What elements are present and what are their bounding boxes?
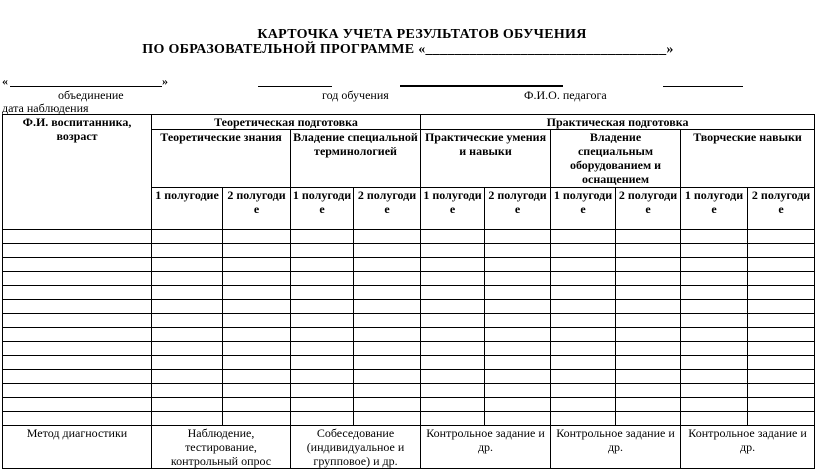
- table-cell[interactable]: [3, 370, 152, 384]
- association-label: объединение: [58, 88, 124, 102]
- table-cell[interactable]: [616, 412, 681, 426]
- sub-header-equipment: Владение специальным оборудованием и оснащением: [551, 130, 681, 188]
- table-cell[interactable]: [551, 398, 616, 412]
- table-cell[interactable]: [421, 286, 485, 300]
- table-cell[interactable]: [616, 370, 681, 384]
- table-cell[interactable]: [421, 328, 485, 342]
- table-cell[interactable]: [3, 244, 152, 258]
- table-cell[interactable]: [421, 258, 485, 272]
- table-cell[interactable]: [152, 286, 223, 300]
- table-cell[interactable]: [681, 412, 748, 426]
- table-cell[interactable]: [616, 300, 681, 314]
- table-cell[interactable]: [291, 244, 354, 258]
- table-cell[interactable]: [291, 370, 354, 384]
- table-cell[interactable]: [354, 398, 421, 412]
- table-cell[interactable]: [291, 412, 354, 426]
- table-row: [3, 314, 815, 328]
- table-cell[interactable]: [291, 342, 354, 356]
- table-cell[interactable]: [223, 286, 291, 300]
- sub-header-creative-skills: Творческие навыки: [681, 130, 815, 188]
- table-cell[interactable]: [291, 356, 354, 370]
- half-year-header: 1 полугоди е: [681, 188, 748, 230]
- table-cell[interactable]: [421, 300, 485, 314]
- table-cell[interactable]: [291, 314, 354, 328]
- table-cell[interactable]: [421, 342, 485, 356]
- table-cell[interactable]: [291, 272, 354, 286]
- table-cell[interactable]: [485, 412, 551, 426]
- table-cell[interactable]: [485, 328, 551, 342]
- method-cell: Наблюдение, тестирование, контрольный опрос: [152, 426, 291, 469]
- table-row: [3, 258, 815, 272]
- table-cell[interactable]: [354, 314, 421, 328]
- document-title-line1: КАРТОЧКА УЧЕТА РЕЗУЛЬТАТОВ ОБУЧЕНИЯ: [257, 27, 587, 42]
- half-year-header: 1 полугоди е: [291, 188, 354, 230]
- table-cell[interactable]: [3, 398, 152, 412]
- table-cell[interactable]: [616, 384, 681, 398]
- half-year-header: 1 полугоди е: [421, 188, 485, 230]
- sub-header-terminology: Владение специальной терминологией: [291, 130, 421, 188]
- half-year-header: 2 полугоди е: [748, 188, 815, 230]
- table-cell[interactable]: [152, 328, 223, 342]
- table-cell[interactable]: [748, 370, 815, 384]
- table-cell[interactable]: [223, 300, 291, 314]
- table-cell[interactable]: [354, 356, 421, 370]
- table-cell[interactable]: [616, 398, 681, 412]
- table-cell[interactable]: [748, 244, 815, 258]
- table-cell[interactable]: [3, 286, 152, 300]
- table-cell[interactable]: [748, 398, 815, 412]
- table-cell[interactable]: [748, 314, 815, 328]
- table-cell[interactable]: [3, 412, 152, 426]
- table-cell[interactable]: [3, 230, 152, 244]
- table-cell[interactable]: [681, 230, 748, 244]
- table-cell[interactable]: [681, 398, 748, 412]
- table-cell[interactable]: [551, 342, 616, 356]
- table-cell[interactable]: [354, 258, 421, 272]
- table-cell[interactable]: [616, 342, 681, 356]
- table-cell[interactable]: [223, 384, 291, 398]
- table-cell[interactable]: [223, 272, 291, 286]
- table-cell[interactable]: [681, 258, 748, 272]
- table-cell[interactable]: [681, 272, 748, 286]
- half-year-header: 2 полугоди е: [616, 188, 681, 230]
- sub-header-theory-knowledge: Теоретические знания: [152, 130, 291, 188]
- table-cell[interactable]: [748, 328, 815, 342]
- table-row: [3, 384, 815, 398]
- table-cell[interactable]: [485, 258, 551, 272]
- table-cell[interactable]: [681, 370, 748, 384]
- table-row: [3, 328, 815, 342]
- table-cell[interactable]: [354, 272, 421, 286]
- table-cell[interactable]: [551, 258, 616, 272]
- table-cell[interactable]: [3, 300, 152, 314]
- table-cell[interactable]: [551, 286, 616, 300]
- table-cell[interactable]: [551, 384, 616, 398]
- table-cell[interactable]: [291, 230, 354, 244]
- table-cell[interactable]: [748, 230, 815, 244]
- table-cell[interactable]: [3, 342, 152, 356]
- table-cell[interactable]: [421, 244, 485, 258]
- table-cell[interactable]: [223, 356, 291, 370]
- table-row: [3, 342, 815, 356]
- table-cell[interactable]: [152, 384, 223, 398]
- table-cell[interactable]: [421, 356, 485, 370]
- table-cell[interactable]: [152, 342, 223, 356]
- table-cell[interactable]: [223, 314, 291, 328]
- table-cell[interactable]: [354, 230, 421, 244]
- table-cell[interactable]: [551, 356, 616, 370]
- association-open-quote: «: [2, 74, 8, 88]
- half-year-header: 2 полугоди е: [354, 188, 421, 230]
- table-cell[interactable]: [551, 230, 616, 244]
- table-cell[interactable]: [152, 272, 223, 286]
- table-cell[interactable]: [485, 384, 551, 398]
- table-row: [3, 230, 815, 244]
- table-cell[interactable]: [421, 314, 485, 328]
- table-cell[interactable]: [354, 286, 421, 300]
- table-cell[interactable]: [485, 244, 551, 258]
- table-cell[interactable]: [748, 412, 815, 426]
- practice-group-header: Практическая подготовка: [421, 115, 815, 130]
- table-cell[interactable]: [485, 230, 551, 244]
- table-cell[interactable]: [681, 286, 748, 300]
- table-cell[interactable]: [421, 272, 485, 286]
- method-row-label: Метод диагностики: [3, 426, 152, 469]
- table-row: [3, 272, 815, 286]
- table-cell[interactable]: [152, 244, 223, 258]
- table-cell[interactable]: [616, 258, 681, 272]
- table-cell[interactable]: [223, 412, 291, 426]
- table-cell[interactable]: [291, 286, 354, 300]
- table-cell[interactable]: [551, 412, 616, 426]
- date-input-line[interactable]: [663, 74, 743, 87]
- table-cell[interactable]: [616, 230, 681, 244]
- table-cell[interactable]: [485, 314, 551, 328]
- method-cell: Контрольное задание и др.: [421, 426, 551, 469]
- table-cell[interactable]: [3, 258, 152, 272]
- date-label: дата наблюдения: [2, 101, 89, 115]
- table-cell[interactable]: [681, 300, 748, 314]
- teacher-input-line[interactable]: [400, 73, 563, 87]
- table-cell[interactable]: [3, 272, 152, 286]
- half-year-header: 1 полугодие: [152, 188, 223, 230]
- table-cell[interactable]: [748, 342, 815, 356]
- document-title-line2: ПО ОБРАЗОВАТЕЛЬНОЙ ПРОГРАММЕ «_________________________________»: [142, 42, 674, 57]
- table-cell[interactable]: [681, 356, 748, 370]
- table-cell[interactable]: [748, 272, 815, 286]
- table-cell[interactable]: [152, 258, 223, 272]
- results-table: [2, 114, 815, 469]
- table-cell[interactable]: [3, 356, 152, 370]
- table-cell[interactable]: [551, 272, 616, 286]
- table-cell[interactable]: [485, 370, 551, 384]
- table-cell[interactable]: [681, 244, 748, 258]
- table-cell[interactable]: [616, 286, 681, 300]
- table-cell[interactable]: [152, 314, 223, 328]
- table-cell[interactable]: [616, 314, 681, 328]
- table-cell[interactable]: [616, 244, 681, 258]
- method-cell: Собеседование (индивидуальное и групповое) и др.: [291, 426, 421, 469]
- sub-header-practical-skills: Практические умения и навыки: [421, 130, 551, 188]
- table-cell[interactable]: [681, 384, 748, 398]
- table-cell[interactable]: [291, 328, 354, 342]
- table-cell[interactable]: [748, 258, 815, 272]
- table-cell[interactable]: [223, 258, 291, 272]
- table-cell[interactable]: [223, 398, 291, 412]
- table-cell[interactable]: [152, 356, 223, 370]
- table-cell[interactable]: [616, 272, 681, 286]
- table-cell[interactable]: [485, 398, 551, 412]
- table-cell[interactable]: [3, 314, 152, 328]
- table-cell[interactable]: [223, 244, 291, 258]
- table-cell[interactable]: [152, 412, 223, 426]
- association-close-quote: »: [162, 74, 168, 88]
- table-cell[interactable]: [485, 356, 551, 370]
- table-cell[interactable]: [551, 328, 616, 342]
- table-cell[interactable]: [354, 328, 421, 342]
- table-cell[interactable]: [485, 286, 551, 300]
- table-cell[interactable]: [616, 356, 681, 370]
- table-cell[interactable]: [3, 328, 152, 342]
- student-column-header: Ф.И. воспитанника, возраст: [3, 115, 152, 230]
- table-cell[interactable]: [354, 370, 421, 384]
- table-cell[interactable]: [748, 384, 815, 398]
- year-label: год обучения: [322, 88, 389, 102]
- table-cell[interactable]: [223, 230, 291, 244]
- theory-group-header: Теоретическая подготовка: [152, 115, 421, 130]
- table-cell[interactable]: [291, 258, 354, 272]
- half-year-header: 1 полугоди е: [551, 188, 616, 230]
- table-cell[interactable]: [152, 398, 223, 412]
- table-cell[interactable]: [485, 300, 551, 314]
- half-year-header: 2 полугоди е: [223, 188, 291, 230]
- table-cell[interactable]: [681, 342, 748, 356]
- table-cell[interactable]: [291, 384, 354, 398]
- table-cell[interactable]: [223, 342, 291, 356]
- table-row: [3, 356, 815, 370]
- table-cell[interactable]: [354, 412, 421, 426]
- table-cell[interactable]: [616, 328, 681, 342]
- table-cell[interactable]: [354, 342, 421, 356]
- table-cell[interactable]: [421, 412, 485, 426]
- table-cell[interactable]: [291, 398, 354, 412]
- table-cell[interactable]: [551, 244, 616, 258]
- teacher-label: Ф.И.О. педагога: [524, 88, 607, 102]
- table-cell[interactable]: [152, 230, 223, 244]
- table-cell[interactable]: [551, 370, 616, 384]
- association-input-line[interactable]: [10, 74, 162, 87]
- table-cell[interactable]: [681, 328, 748, 342]
- table-row: [3, 398, 815, 412]
- method-cell: Контрольное задание и др.: [681, 426, 815, 469]
- method-cell: Контрольное задание и др.: [551, 426, 681, 469]
- table-cell[interactable]: [485, 272, 551, 286]
- table-cell[interactable]: [421, 384, 485, 398]
- table-cell[interactable]: [354, 384, 421, 398]
- table-row: [3, 412, 815, 426]
- table-cell[interactable]: [354, 244, 421, 258]
- table-row: [3, 244, 815, 258]
- table-cell[interactable]: [421, 398, 485, 412]
- table-row: [3, 286, 815, 300]
- table-cell[interactable]: [681, 314, 748, 328]
- table-cell[interactable]: [748, 286, 815, 300]
- table-cell[interactable]: [152, 370, 223, 384]
- table-cell[interactable]: [291, 300, 354, 314]
- table-cell[interactable]: [3, 384, 152, 398]
- table-cell[interactable]: [485, 342, 551, 356]
- table-row: [3, 300, 815, 314]
- table-cell[interactable]: [421, 230, 485, 244]
- table-cell[interactable]: [223, 370, 291, 384]
- table-cell[interactable]: [551, 314, 616, 328]
- table-cell[interactable]: [551, 300, 616, 314]
- table-cell[interactable]: [152, 300, 223, 314]
- table-cell[interactable]: [748, 300, 815, 314]
- table-cell[interactable]: [354, 300, 421, 314]
- table-cell[interactable]: [421, 370, 485, 384]
- year-input-line[interactable]: [258, 74, 332, 87]
- table-cell[interactable]: [223, 328, 291, 342]
- half-year-header: 2 полугоди е: [485, 188, 551, 230]
- table-cell[interactable]: [748, 356, 815, 370]
- table-row: [3, 370, 815, 384]
